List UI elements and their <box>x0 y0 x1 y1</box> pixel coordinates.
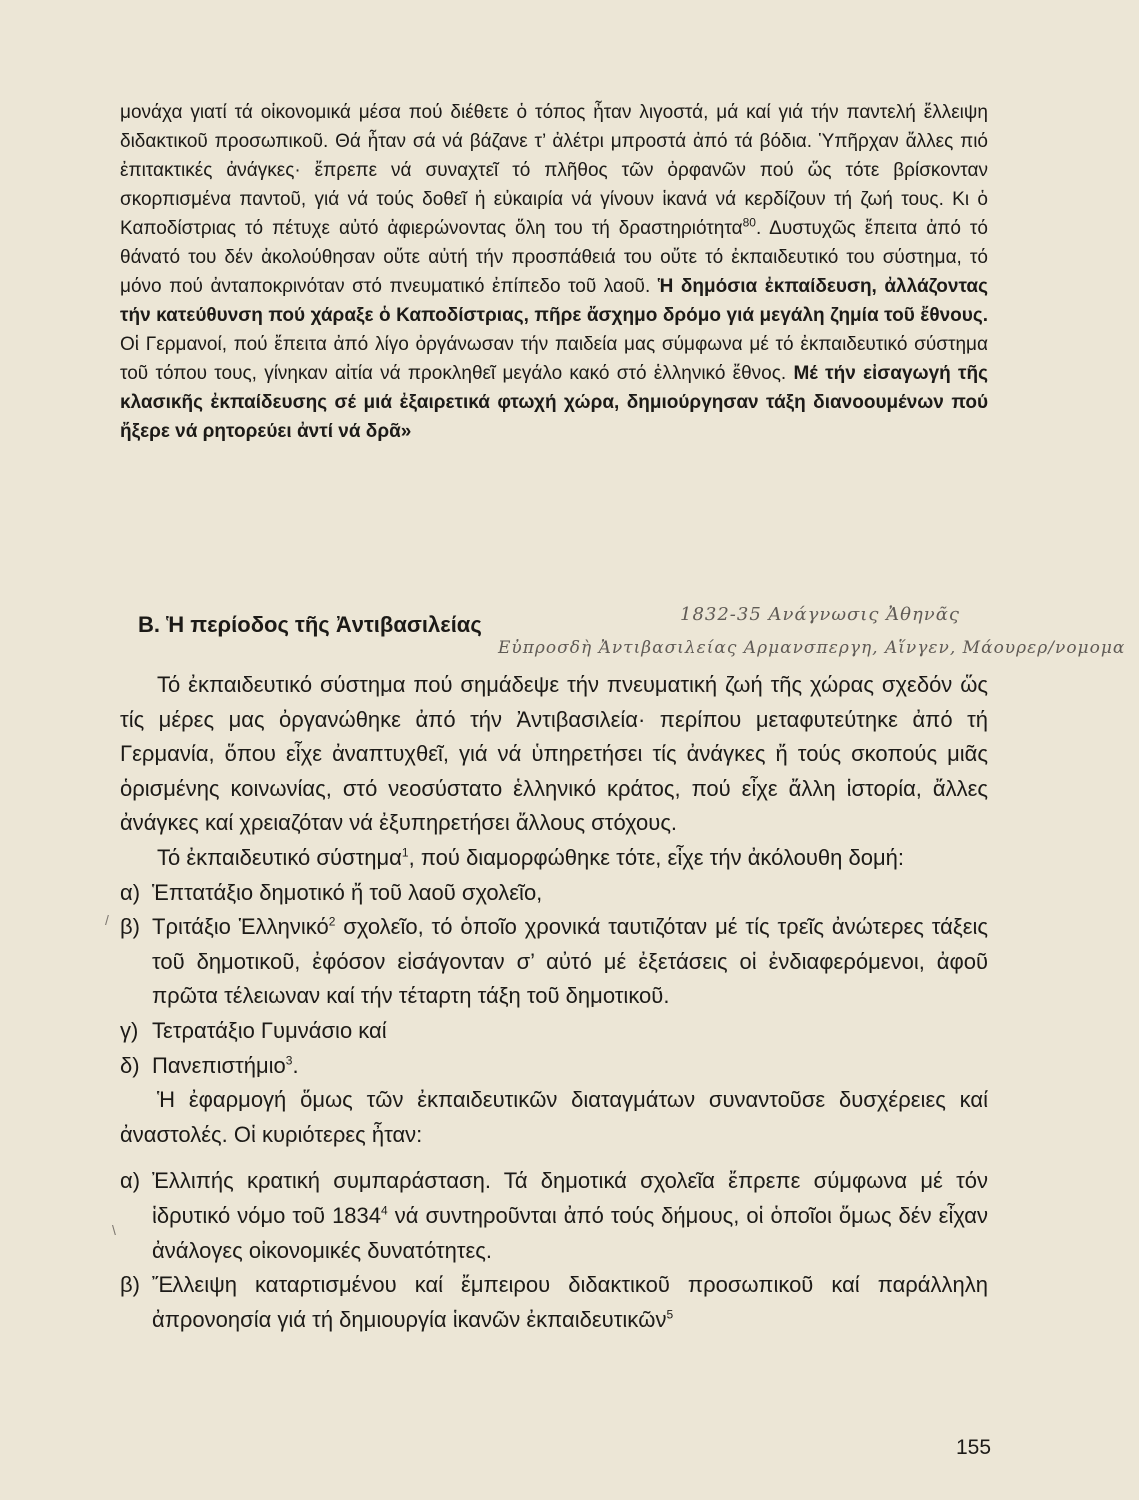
list-text-pre: Ἔλλειψη καταρτισμένου καί ἔμπειρου διδακτικοῦ προσωπικοῦ καί παράλληλη ἀπρονοησία γιά τή δημιουργία ἱκανῶν ἐκπαιδευτικῶν <box>152 1272 988 1332</box>
list-text-pre: Ἑπτατάξιο δημοτικό ἤ τοῦ λαοῦ σχολεῖο, <box>152 879 543 905</box>
quote-text-3: Οἱ Γερμανοί, πού ἔπειτα ἀπό λίγο ὀργάνωσαν τήν παιδεία μας σύμφωνα μέ τό ἐκπαιδευτικό σύστημα τοῦ τόπου τους, γίνηκαν αἰτία νά προκληθεῖ μεγάλο κακό στό ἑλληνικό ἔθνος. <box>120 334 988 384</box>
list-item <box>120 1049 988 1084</box>
quote-bold-1: Ἡ δημόσια ἐκπαίδευση, ἀλλάζοντας τήν κατεύθυνση πού χάραξε ὁ Καποδίστριας, πῆρε ἄσχημο δρόμο γιά μεγάλη ζημία τοῦ ἔθνους. <box>120 276 988 326</box>
list-text <box>152 876 988 911</box>
list-text <box>152 1268 988 1337</box>
page-number: 155 <box>956 1436 992 1459</box>
list-text-post: . <box>292 1052 299 1078</box>
footnote-ref-2: 2 <box>328 914 336 929</box>
list-label: γ) <box>120 1017 139 1043</box>
list-text-post: νά συντηροῦνται ἀπό τούς δήμους, οἱ ὁποῖοι ὅμως δέν εἶχαν ἀνάλογες οἰκονομικές δυνατότητες. <box>152 1202 989 1263</box>
list-text-pre: Ἐλλιπής κρατική συμπαράσταση. Τά δημοτικά σχολεῖα ἔπρεπε σύμφωνα μέ τόν ἱδρυτικό νόμο τοῦ 1834 <box>152 1168 988 1228</box>
list-item <box>120 910 988 1014</box>
list-text-pre: Τριτάξιο Ἑλληνικό <box>152 914 329 940</box>
section-heading: Β. Ἡ περίοδος τῆς Ἀντιβασιλείας <box>138 612 482 637</box>
paragraph-2-text-b: , πού διαμορφώθηκε τότε, εἶχε τήν ἀκόλουθη δομή: <box>408 844 905 870</box>
list-text <box>152 1164 988 1268</box>
list-text-pre: Πανεπιστήμιο <box>152 1052 286 1078</box>
list-text-post: σχολεῖο, τό ὁποῖο χρονικά ταυτιζόταν μέ τίς τρεῖς ἀνώτερες τάξεις τοῦ δημοτικοῦ, ἐφόσον εἰσάγονταν σ’ αὐτό μέ ἐξετάσεις οἱ ἐνδιαφερόμενοι, ἀφοῦ πρῶτα τέλειωναν καί τήν τέταρτη τάξη τοῦ δημοτικοῦ. <box>152 914 989 1009</box>
list-label: δ) <box>120 1052 140 1078</box>
margin-pencil-mark: / <box>105 912 109 928</box>
quote-block <box>120 98 988 446</box>
footnote-ref-1: 1 <box>401 845 409 860</box>
difficulties-list <box>120 1164 988 1337</box>
footnote-ref-3: 3 <box>285 1053 293 1068</box>
list-text <box>152 1014 988 1049</box>
list-item <box>120 1164 988 1268</box>
quote-text-2: . Δυστυχῶς ἔπειτα ἀπό τό θάνατό του δέν ἀκολούθησαν οὔτε αὐτή τήν προσπάθειά του οὔτε τό ἐκπαιδευτικό του σύστημα, τό μόνο πού ἀνταποκρινόταν στό πνευματικό ἐπίπεδο τοῦ λαοῦ. <box>120 218 988 297</box>
list-item <box>120 1014 988 1049</box>
list-item <box>120 1268 988 1337</box>
list-text <box>152 1049 988 1084</box>
list-label: α) <box>120 1168 141 1194</box>
quote-bold-2: Μέ τήν εἰσαγωγή τῆς κλασικῆς ἐκπαίδευσης σέ μιά ἐξαιρετικά φτωχή χώρα, δημιούργησαν τάξη διανοουμένων πού ἤξερε νά ρητορεύει ἀντί νά δρᾶ» <box>120 363 988 442</box>
paragraph-3: Ἡ ἐφαρμογή ὅμως τῶν ἐκπαιδευτικῶν διαταγμάτων συναντοῦσε δυσχέρειες καί ἀναστολές. Οἱ κυριότερες ἦταν: <box>120 1087 988 1147</box>
footnote-ref: 80 <box>742 215 756 230</box>
margin-pencil-mark: \ <box>112 1222 116 1238</box>
list-text-pre: Τετρατάξιο Γυμνάσιο καί <box>152 1017 387 1043</box>
structure-list <box>120 876 988 1084</box>
paragraph-2 <box>120 841 988 876</box>
footnote-ref-5: 5 <box>666 1307 674 1322</box>
paragraph-2-text-a: Τό ἐκπαιδευτικό σύστημα <box>157 844 402 870</box>
footnote-ref-4: 4 <box>381 1203 388 1218</box>
body-text <box>120 668 988 1337</box>
list-label: β) <box>120 1272 140 1298</box>
list-label: α) <box>120 879 141 905</box>
list-text <box>152 910 988 1014</box>
paragraph-1: Τό ἐκπαιδευτικό σύστημα πού σημάδεψε τήν πνευματική ζωή τῆς χώρας σχεδόν ὥς τίς μέρες μας ὀργανώθηκε ἀπό τήν Ἀντιβασιλεία· περίπου μεταφυτεύτηκε ἀπό τή Γερμανία, ὅπου εἶχε ἀναπτυχθεῖ, γιά νά ὑπηρετήσει τίς ἀνάγκες ἤ τούς σκοπούς μιᾶς ὁρισμένης κοινωνίας, στό νεοσύστατο ἑλληνικό κράτος, πού εἶχε ἄλλη ἱστορία, ἄλλες ἀνάγκες καί χρειαζόταν νά ἐξυπηρετήσει ἄλλους στόχους. <box>120 672 988 836</box>
list-item <box>120 876 988 911</box>
list-label: β) <box>120 914 140 940</box>
quote-text-1: μονάχα γιατί τά οἰκονομικά μέσα πού διέθετε ὁ τόπος ἦταν λιγοστά, μά καί γιά τήν παντελή ἔλλειψη διδακτικοῦ προσωπικοῦ. Θά ἦταν σά νά βάζανε τ’ ἀλέτρι μπροστά ἀπό τά βόδια. Ὑπῆρχαν ἄλλες πιό ἐπιτακτικές ἀνάγκες· ἔπρεπε νά συναχτεῖ τό πλῆθος τῶν ὀρφανῶν πού ὥς τότε βρίσκονταν σκορπισμένα παντοῦ, γιά νά τούς δοθεῖ ἡ εὐκαιρία νά γίνουν ἱκανά νά κερδίζουν τή ζωή τους. Κι ὁ Καποδίστριας τό πέτυχε αὐτό ἀφιερώνοντας ὅλη του τή δραστηριότητα <box>120 102 988 239</box>
handwritten-annotation-2: Εὐπροσδὴ Ἀντιβασιλείας Αρμανσπεργη, Αἵνγεν, Μάουρερ/νομομα <box>498 638 1126 658</box>
handwritten-annotation-1: 1832-35 Ανάγνωσις Ἀθηνᾶς <box>680 604 960 625</box>
